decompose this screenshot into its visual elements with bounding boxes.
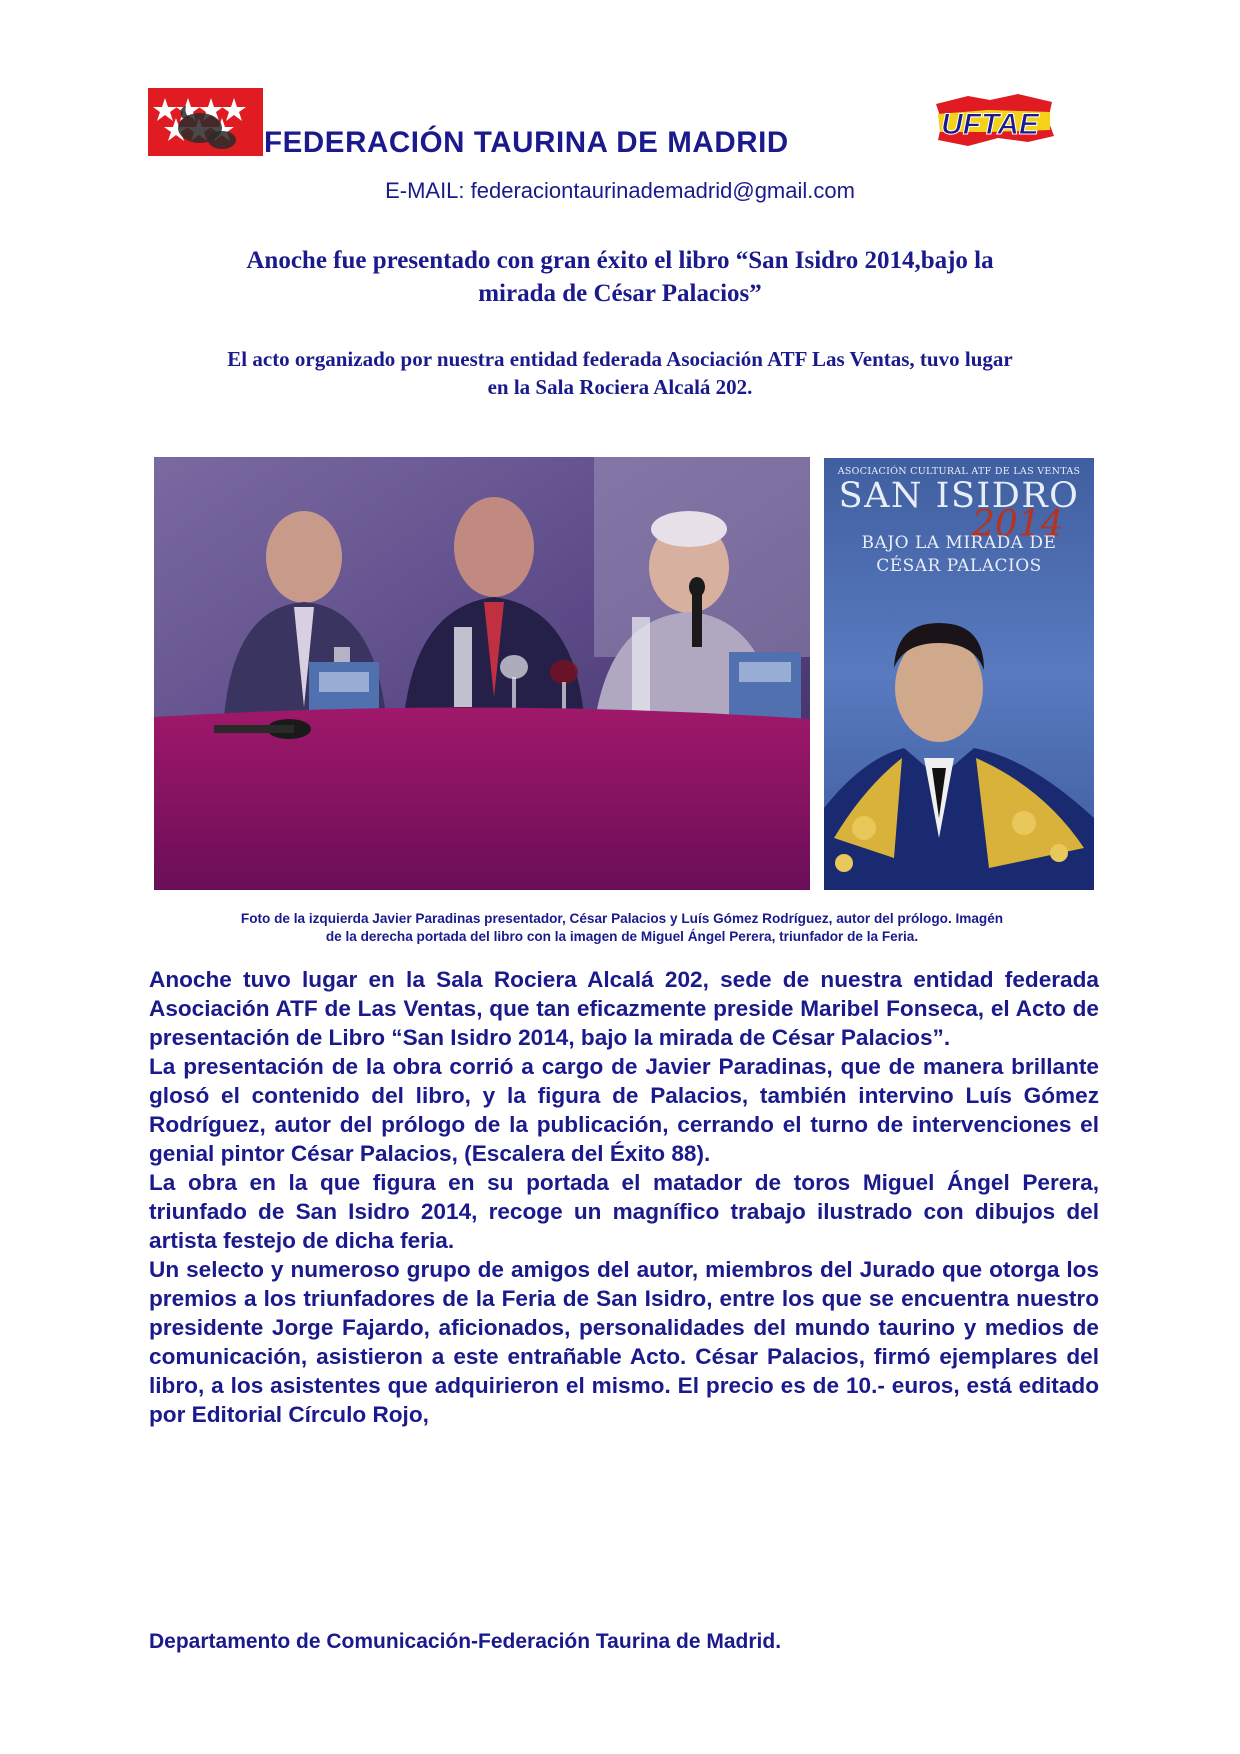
photo-caption: [150, 910, 1094, 946]
body-paragraph: Un selecto y numeroso grupo de amigos del autor, miembros del Jurado que otorga los premios a los triunfadores de la Feria de San Isidro, entre los que se encuentra nuestro presidente Jorge Fajardo, aficionados, personalidades del mundo taurino y medios de comunicación, asistieron a este entrañable Acto. César Palacios, firmó ejemplares del libro, a los asistentes que adquirieron el mismo. El precio es de 10.- euros, está editado por Editorial Círculo Rojo,: [149, 1257, 1099, 1427]
madrid-flag-logo: [148, 88, 263, 156]
cover-subtitle-line-2: CÉSAR PALACIOS: [876, 556, 1042, 576]
body-paragraph: Anoche tuvo lugar en la Sala Rociera Alcalá 202, sede de nuestra entidad federada Asociación ATF de Las Ventas, que tan eficazmente preside Maribel Fonseca, el Acto de presentación de Libro “San Isidro 2014, bajo la mirada de César Palacios”.: [149, 967, 1099, 1050]
article-body: [149, 965, 1099, 1429]
headline: [160, 244, 1080, 310]
headline-line-2: mirada de César Palacios”: [478, 280, 762, 307]
body-paragraph: La presentación de la obra corrió a cargo de Javier Paradinas, que de manera brillante glosó el contenido del libro, y la figura de Palacios, también intervino Luís Gómez Rodríguez, autor del prólogo de la publicación, cerrando el turno de intervenciones el genial pintor César Palacios, (Escalera del Éxito 88).: [149, 1054, 1099, 1166]
subheadline-line-2: en la Sala Rociera Alcalá 202.: [487, 375, 753, 399]
cover-subtitle-line-1: BAJO LA MIRADA DE: [861, 533, 1057, 553]
body-paragraph: La obra en la que figura en su portada el matador de toros Miguel Ángel Perera, triunfado de San Isidro 2014, recoge un magnífico trabajo ilustrado con dibujos del artista festejo de dicha feria.: [149, 1170, 1099, 1253]
cover-year-text: 2014: [972, 504, 1064, 545]
photo-caption-line-1: Foto de la izquierda Javier Paradinas presentador, César Palacios y Luís Gómez Rodríguez, autor del prólogo. Imagén: [240, 911, 1004, 926]
photo-caption-line-2: de la derecha portada del libro con la imagen de Miguel Ángel Perera, triunfador de la Feria.: [325, 929, 919, 944]
uftae-logo-text: UFTAE: [941, 108, 1039, 141]
footer-signature: Departamento de Comunicación-Federación Taurina de Madrid.: [149, 1630, 782, 1653]
cover-title-text: SAN ISIDRO: [838, 476, 1080, 516]
presentation-photo: [154, 457, 810, 890]
subheadline: [140, 345, 1100, 401]
organization-title: FEDERACIÓN TAURINA DE MADRID: [264, 126, 789, 159]
book-cover-image: [824, 458, 1094, 890]
cover-association-text: ASOCIACIÓN CULTURAL ATF DE LAS VENTAS: [837, 466, 1081, 477]
headline-line-1: Anoche fue presentado con gran éxito el libro “San Isidro 2014,bajo la: [246, 247, 994, 274]
subheadline-line-1: El acto organizado por nuestra entidad federada Asociación ATF Las Ventas, tuvo lugar: [227, 347, 1013, 371]
uftae-logo: [928, 90, 1058, 154]
email-line: E-MAIL: federaciontaurinademadrid@gmail.com: [385, 178, 855, 203]
